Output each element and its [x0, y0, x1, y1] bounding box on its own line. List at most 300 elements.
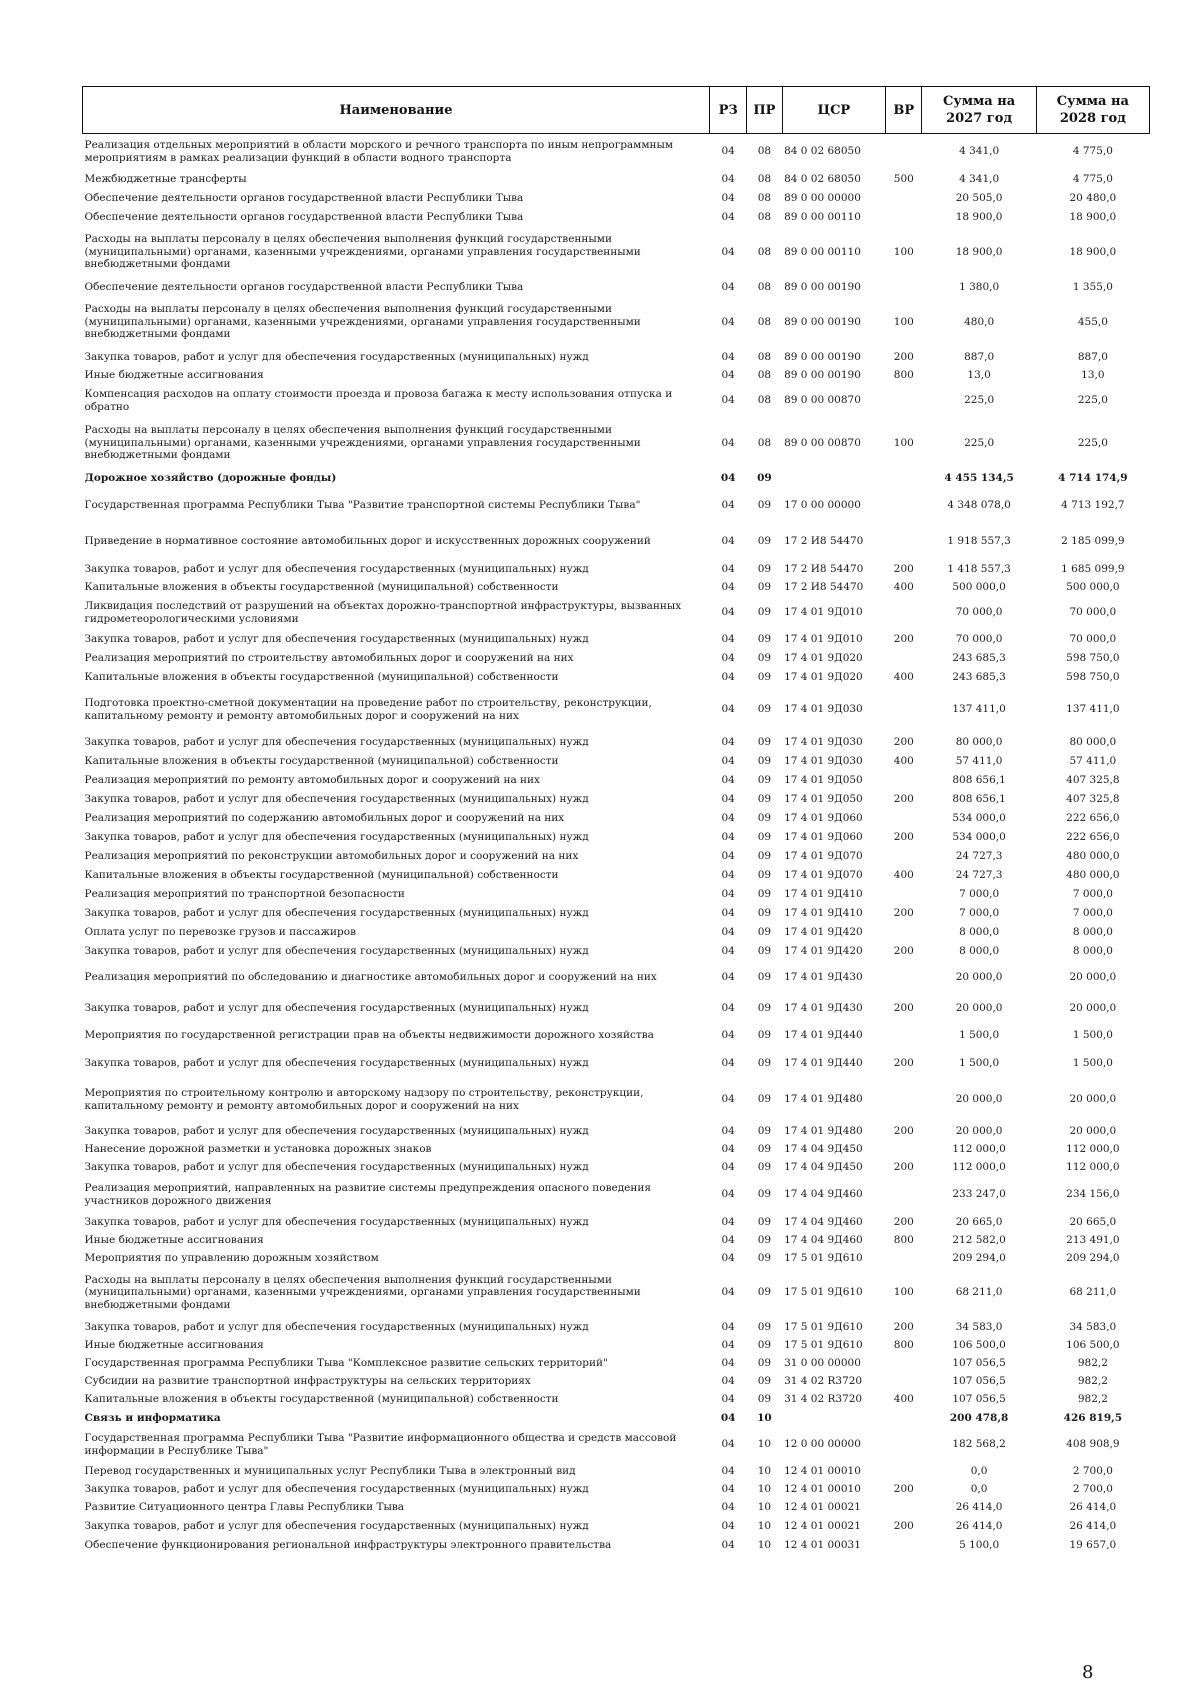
cell-vr: 800: [893, 1338, 914, 1351]
cell-pr: 08: [757, 191, 772, 204]
cell-pr: 08: [757, 350, 772, 363]
cell-csr: 17 4 01 9Д440: [784, 1057, 863, 1070]
cell-name: Капитальные вложения в объекты государственной (муниципальной) собственности: [84, 754, 559, 767]
table-row: [83, 790, 1150, 809]
cell-sum-2027: 20 000,0: [955, 1124, 1003, 1137]
cell-name: Ликвидация последствий от разрушений на объектах дорожно-транспортной инфраструктуры, вызванных гидрометеорологическими условиями: [84, 599, 682, 625]
cell-rz: 04: [721, 210, 735, 223]
cell-vr: [886, 1078, 922, 1122]
cell-pr: 08: [757, 245, 772, 258]
cell-vr: 400: [893, 754, 914, 767]
cell-sum-2027: 80 000,0: [955, 735, 1003, 748]
cell-sum-2028: 112 000,0: [1066, 1142, 1120, 1155]
table-row: [83, 1078, 1150, 1122]
cell-rz: 04: [721, 1215, 735, 1228]
cell-csr: 17 4 01 9Д010: [784, 632, 863, 645]
cell-name: Капитальные вложения в объекты государственной (муниципальной) собственности: [84, 868, 559, 881]
table-row: [83, 1517, 1150, 1536]
cell-name: Иные бюджетные ассигнования: [84, 1338, 264, 1351]
cell-sum-2028: 1 685 099,9: [1061, 562, 1125, 575]
cell-sum-2027: 7 000,0: [959, 887, 1000, 900]
cell-sum-2028: 1 355,0: [1072, 280, 1113, 293]
cell-csr: 17 4 04 9Д450: [784, 1160, 863, 1173]
cell-sum-2027: 233 247,0: [952, 1188, 1006, 1201]
cell-sum-2028: 20 000,0: [1069, 1124, 1117, 1137]
cell-vr: 200: [893, 944, 914, 957]
cell-csr: 17 4 01 9Д060: [784, 811, 863, 824]
cell-pr: 08: [757, 145, 772, 158]
cell-sum-2027: 4 341,0: [959, 145, 1000, 158]
cell-csr: 17 4 01 9Д410: [784, 906, 863, 919]
table-row: [83, 208, 1150, 227]
cell-pr: 08: [757, 280, 772, 293]
cell-sum-2027: 112 000,0: [952, 1160, 1006, 1173]
cell-name: Закупка товаров, работ и услуг для обеспечения государственных (муниципальных) нужд: [84, 1519, 589, 1532]
cell-vr: [886, 771, 922, 790]
cell-pr: 09: [757, 925, 772, 938]
cell-csr: 12 0 00 00000: [784, 1438, 861, 1451]
header-sum-2027: Сумма на 2027 год: [922, 87, 1036, 134]
cell-csr: 89 0 00 00000: [784, 191, 861, 204]
cell-sum-2027: 20 665,0: [955, 1215, 1003, 1228]
cell-sum-2027: 212 582,0: [952, 1233, 1006, 1246]
cell-pr: 09: [757, 868, 772, 881]
table-row: [83, 1318, 1150, 1337]
cell-sum-2028: 13,0: [1081, 368, 1105, 381]
cell-sum-2028: 2 185 099,9: [1061, 535, 1125, 548]
cell-name: Закупка товаров, работ и услуг для обеспечения государственных (муниципальных) нужд: [84, 350, 589, 363]
cell-name: Субсидии на развитие транспортной инфраструктуры на сельских территориях: [84, 1374, 531, 1387]
cell-csr: 17 4 01 9Д030: [784, 735, 863, 748]
cell-rz: 04: [721, 280, 735, 293]
table-row: [83, 668, 1150, 687]
header-name: Наименование: [83, 87, 710, 134]
cell-sum-2028: 4 713 192,7: [1061, 499, 1125, 512]
table-row: [83, 1268, 1150, 1318]
cell-vr: [886, 1462, 922, 1481]
cell-csr: 17 4 01 9Д430: [784, 971, 863, 984]
cell-sum-2028: 234 156,0: [1066, 1188, 1120, 1201]
cell-rz: 04: [721, 944, 735, 957]
cell-name: Обеспечение функционирования региональной инфраструктуры электронного правительства: [84, 1538, 612, 1551]
cell-vr: [886, 923, 922, 942]
cell-rz: 04: [721, 735, 735, 748]
cell-sum-2027: 24 727,3: [955, 868, 1003, 881]
cell-pr: 09: [757, 580, 772, 593]
cell-sum-2027: 0,0: [970, 1482, 988, 1495]
table-row: [83, 1122, 1150, 1141]
cell-vr: [886, 134, 922, 170]
cell-csr: 17 4 04 9Д460: [784, 1233, 863, 1246]
cell-pr: 09: [757, 1251, 772, 1264]
cell-name: Мероприятия по государственной регистрации прав на объекты недвижимости дорожного хозяйства: [84, 1029, 654, 1042]
cell-name: Реализация мероприятий по обследованию и диагностике автомобильных дорог и сооружений на них: [84, 971, 657, 984]
cell-sum-2027: 18 900,0: [955, 245, 1003, 258]
cell-sum-2027: 4 348 078,0: [947, 499, 1011, 512]
cell-csr: 17 4 01 9Д050: [784, 792, 863, 805]
cell-vr: [886, 1354, 922, 1373]
cell-vr: 100: [893, 436, 914, 449]
table-row: [83, 1390, 1150, 1409]
cell-rz: 04: [721, 1320, 735, 1333]
cell-csr: 17 4 01 9Д420: [784, 925, 863, 938]
table-row: [83, 904, 1150, 923]
table-row: [83, 1249, 1150, 1268]
cell-sum-2028: 407 325,8: [1066, 773, 1120, 786]
cell-sum-2027: 68 211,0: [955, 1286, 1003, 1299]
cell-rz: 04: [721, 1464, 735, 1477]
cell-sum-2028: 2 700,0: [1072, 1464, 1113, 1477]
cell-pr: 08: [757, 315, 772, 328]
cell-csr: 17 4 01 9Д420: [784, 944, 863, 957]
cell-rz: 04: [721, 1482, 735, 1495]
cell-vr: 200: [893, 350, 914, 363]
cell-csr: 89 0 00 00190: [784, 368, 861, 381]
cell-sum-2027: 1 500,0: [959, 1057, 1000, 1070]
cell-rz: 04: [721, 172, 735, 185]
cell-rz: 04: [721, 792, 735, 805]
cell-sum-2028: 222 656,0: [1066, 830, 1120, 843]
cell-pr: 09: [757, 1142, 772, 1155]
cell-vr: 200: [893, 735, 914, 748]
cell-rz: 04: [721, 849, 735, 862]
cell-pr: 09: [757, 830, 772, 843]
cell-vr: [886, 596, 922, 630]
cell-sum-2028: 225,0: [1077, 436, 1108, 449]
cell-name: Реализация мероприятий по содержанию автомобильных дорог и сооружений на них: [84, 811, 565, 824]
cell-vr: [886, 1177, 922, 1213]
cell-vr: 200: [893, 1482, 914, 1495]
cell-vr: [886, 1022, 922, 1050]
cell-name: Закупка товаров, работ и услуг для обеспечения государственных (муниципальных) нужд: [84, 632, 589, 645]
cell-rz: 04: [721, 245, 735, 258]
table-row: [83, 1373, 1150, 1390]
cell-pr: 09: [757, 754, 772, 767]
cell-pr: 10: [757, 1482, 772, 1495]
cell-name: Закупка товаров, работ и услуг для обеспечения государственных (муниципальных) нужд: [84, 1057, 589, 1070]
cell-sum-2027: 4 341,0: [959, 172, 1000, 185]
cell-csr: 12 4 01 00021: [784, 1500, 861, 1513]
cell-pr: 09: [757, 1029, 772, 1042]
cell-csr: 17 2 И8 54470: [784, 535, 864, 548]
cell-sum-2027: 182 568,2: [952, 1438, 1006, 1451]
cell-rz: 04: [721, 925, 735, 938]
cell-vr: [886, 885, 922, 904]
cell-vr: [886, 847, 922, 866]
cell-sum-2027: 24 727,3: [955, 849, 1003, 862]
cell-name: Приведение в нормативное состояние автомобильных дорог и искусственных дорожных сооружений: [84, 535, 651, 548]
cell-name: Закупка товаров, работ и услуг для обеспечения государственных (муниципальных) нужд: [84, 944, 589, 957]
cell-csr: 17 4 01 9Д480: [784, 1093, 863, 1106]
table-header-row: [83, 87, 1150, 134]
cell-rz: 04: [721, 394, 735, 407]
cell-pr: 09: [757, 562, 772, 575]
table-row: [83, 1481, 1150, 1498]
cell-sum-2028: 4 775,0: [1072, 145, 1113, 158]
cell-vr: 100: [893, 245, 914, 258]
cell-rz: 04: [721, 1500, 735, 1513]
cell-sum-2027: 70 000,0: [955, 632, 1003, 645]
table-row: [83, 649, 1150, 668]
cell-pr: 10: [757, 1500, 772, 1513]
table-row: [83, 942, 1150, 961]
cell-rz: 04: [720, 471, 736, 484]
cell-sum-2028: 598 750,0: [1066, 670, 1120, 683]
cell-name: Капитальные вложения в объекты государственной (муниципальной) собственности: [84, 1392, 559, 1405]
cell-sum-2027: 107 056,5: [952, 1356, 1006, 1369]
table-row: [83, 418, 1150, 469]
table-row: [83, 1462, 1150, 1481]
cell-rz: 04: [721, 145, 735, 158]
cell-sum-2028: 18 900,0: [1069, 245, 1117, 258]
table-row: [83, 1354, 1150, 1373]
cell-vr: 500: [893, 172, 914, 185]
cell-pr: 10: [757, 1411, 772, 1424]
cell-name: Оплата услуг по перевозке грузов и пассажиров: [84, 925, 356, 938]
cell-sum-2028: 1 500,0: [1072, 1029, 1113, 1042]
table-row: [83, 134, 1150, 170]
table-row: [83, 1213, 1150, 1232]
cell-sum-2027: 112 000,0: [952, 1142, 1006, 1155]
table-row: [83, 524, 1150, 560]
cell-rz: 04: [721, 1286, 735, 1299]
table-row: [83, 1337, 1150, 1354]
cell-sum-2028: 4 775,0: [1072, 172, 1113, 185]
cell-rz: 04: [721, 1392, 735, 1405]
cell-csr: 17 4 04 9Д460: [784, 1188, 863, 1201]
cell-vr: [886, 1249, 922, 1268]
cell-pr: 09: [757, 887, 772, 900]
cell-pr: 09: [757, 651, 772, 664]
cell-pr: 09: [757, 632, 772, 645]
table-row: [83, 961, 1150, 995]
cell-csr: [782, 469, 886, 488]
cell-name: Компенсация расходов на оплату стоимости проезда и провоза багажа к месту использования отпуска и обратно: [84, 387, 673, 413]
cell-name: Закупка товаров, работ и услуг для обеспечения государственных (муниципальных) нужд: [84, 906, 589, 919]
cell-name: Реализация отдельных мероприятий в области морского и речного транспорта по иным непрограммным мероприятиям в рамках реализации функций в области водного транспорта: [84, 139, 674, 164]
cell-vr: [886, 1373, 922, 1390]
cell-sum-2028: 480 000,0: [1066, 868, 1120, 881]
cell-sum-2028: 4 714 174,9: [1058, 471, 1128, 484]
cell-sum-2028: 213 491,0: [1066, 1233, 1120, 1246]
cell-csr: 17 5 01 9Д610: [784, 1338, 863, 1351]
cell-pr: 09: [757, 1093, 772, 1106]
cell-csr: 31 0 00 00000: [784, 1356, 861, 1369]
table-row: [83, 469, 1150, 488]
cell-pr: 09: [757, 773, 772, 786]
cell-name: Расходы на выплаты персоналу в целях обеспечения выполнения функций государственными (муниципальными) органами, казенными учреждениями, органами управления государственными внебюджетными фондами: [84, 424, 641, 462]
cell-vr: [886, 469, 922, 488]
cell-name: Обеспечение деятельности органов государственной власти Республики Тыва: [84, 280, 524, 293]
cell-vr: 200: [893, 792, 914, 805]
cell-vr: [886, 1498, 922, 1517]
cell-sum-2027: 8 000,0: [959, 944, 1000, 957]
table-row: [83, 752, 1150, 771]
cell-sum-2027: 225,0: [964, 436, 995, 449]
cell-vr: [886, 1141, 922, 1158]
cell-rz: 04: [721, 1188, 735, 1201]
table-row: [83, 348, 1150, 367]
cell-pr: 08: [757, 210, 772, 223]
cell-name: Перевод государственных и муниципальных услуг Республики Тыва в электронный вид: [84, 1464, 576, 1477]
cell-csr: 12 4 01 00021: [784, 1519, 861, 1532]
cell-name: Нанесение дорожной разметки и установка дорожных знаков: [84, 1142, 432, 1155]
cell-name: Закупка товаров, работ и услуг для обеспечения государственных (муниципальных) нужд: [84, 1001, 589, 1014]
cell-name: Иные бюджетные ассигнования: [84, 368, 264, 381]
cell-pr: 09: [757, 1215, 772, 1228]
cell-rz: 04: [721, 1233, 735, 1246]
table-row: [83, 733, 1150, 752]
cell-sum-2028: 70 000,0: [1069, 606, 1117, 619]
cell-rz: 04: [721, 606, 735, 619]
cell-csr: 17 4 01 9Д020: [784, 670, 863, 683]
header-pr: ПР: [747, 87, 782, 134]
cell-pr: 08: [757, 394, 772, 407]
cell-csr: 17 2 И8 54470: [784, 562, 864, 575]
cell-sum-2027: 534 000,0: [952, 811, 1006, 824]
cell-sum-2028: 209 294,0: [1066, 1251, 1120, 1264]
cell-name: Мероприятия по строительному контролю и авторскому надзору по строительству, реконструкции, капитальному ремонту и ремонту автомобильных дорог и сооружений на них: [84, 1086, 644, 1112]
cell-sum-2028: 112 000,0: [1066, 1160, 1120, 1173]
cell-sum-2028: 106 500,0: [1066, 1338, 1120, 1351]
cell-name: Закупка товаров, работ и услуг для обеспечения государственных (муниципальных) нужд: [84, 1320, 589, 1333]
cell-vr: [886, 1409, 922, 1428]
table-row: [83, 367, 1150, 384]
cell-rz: 04: [721, 368, 735, 381]
cell-csr: 17 4 01 9Д030: [784, 703, 863, 716]
cell-sum-2028: 2 700,0: [1072, 1482, 1113, 1495]
cell-csr: 84 0 02 68050: [784, 145, 861, 158]
cell-name: Мероприятия по управлению дорожным хозяйством: [84, 1251, 379, 1264]
cell-csr: 17 4 01 9Д480: [784, 1124, 863, 1137]
cell-sum-2028: 887,0: [1077, 350, 1108, 363]
table-row: [83, 1177, 1150, 1213]
cell-name: Иные бюджетные ассигнования: [84, 1233, 264, 1246]
cell-pr: 09: [757, 1338, 772, 1351]
cell-sum-2028: 407 325,8: [1066, 792, 1120, 805]
cell-rz: 04: [721, 1124, 735, 1137]
cell-csr: [782, 1409, 886, 1428]
cell-sum-2027: 500 000,0: [952, 580, 1006, 593]
cell-rz: 04: [721, 971, 735, 984]
cell-sum-2027: 107 056,5: [952, 1392, 1006, 1405]
cell-vr: [886, 687, 922, 733]
cell-rz: 04: [721, 1356, 735, 1369]
cell-vr: 200: [893, 906, 914, 919]
table-row: [83, 1232, 1150, 1249]
table-row: [83, 1428, 1150, 1462]
table-row: [83, 297, 1150, 348]
cell-name: Закупка товаров, работ и услуг для обеспечения государственных (муниципальных) нужд: [84, 1215, 589, 1228]
cell-rz: 04: [721, 1001, 735, 1014]
cell-rz: 04: [721, 580, 735, 593]
cell-sum-2028: 982,2: [1077, 1392, 1108, 1405]
cell-sum-2028: 20 480,0: [1069, 191, 1117, 204]
cell-pr: 09: [757, 1374, 772, 1387]
cell-rz: 04: [721, 1251, 735, 1264]
table-row: [83, 809, 1150, 828]
cell-csr: 89 0 00 00110: [784, 210, 861, 223]
cell-csr: 17 4 01 9Д410: [784, 887, 863, 900]
cell-pr: 09: [757, 792, 772, 805]
cell-csr: 17 0 00 00000: [784, 499, 861, 512]
cell-vr: 200: [893, 830, 914, 843]
cell-sum-2027: 225,0: [964, 394, 995, 407]
cell-name: Дорожное хозяйство (дорожные фонды): [84, 471, 337, 484]
cell-name: Государственная программа Республики Тыва "Развитие информационного общества и средств массовой информации в Республике Тыва": [84, 1431, 677, 1457]
table-row: [83, 278, 1150, 297]
cell-csr: 17 4 01 9Д020: [784, 651, 863, 664]
cell-vr: [886, 488, 922, 524]
cell-sum-2027: 808 656,1: [952, 773, 1006, 786]
cell-pr: 09: [757, 906, 772, 919]
cell-rz: 04: [721, 191, 735, 204]
cell-vr: 400: [893, 868, 914, 881]
cell-name: Межбюджетные трансферты: [84, 172, 247, 185]
table-row: [83, 866, 1150, 885]
cell-rz: 04: [721, 1142, 735, 1155]
cell-vr: [886, 208, 922, 227]
cell-pr: 10: [757, 1538, 772, 1551]
cell-sum-2027: 1 918 557,3: [947, 535, 1011, 548]
cell-sum-2027: 7 000,0: [959, 906, 1000, 919]
cell-name: Развитие Ситуационного центра Главы Республики Тыва: [84, 1500, 404, 1513]
header-vr: ВР: [886, 87, 922, 134]
cell-pr: 09: [757, 1001, 772, 1014]
cell-sum-2027: 0,0: [970, 1464, 988, 1477]
table-row: [83, 1536, 1150, 1555]
cell-rz: 04: [721, 499, 735, 512]
cell-name: Реализация мероприятий, направленных на развитие системы предупреждения опасного поведения участников дорожного движения: [84, 1181, 652, 1207]
cell-pr: 08: [757, 368, 772, 381]
cell-csr: 17 4 01 9Д010: [784, 606, 863, 619]
cell-rz: 04: [721, 436, 735, 449]
cell-name: Обеспечение деятельности органов государственной власти Республики Тыва: [84, 191, 524, 204]
table-row: [83, 189, 1150, 208]
cell-rz: 04: [721, 773, 735, 786]
cell-csr: 17 4 01 9Д050: [784, 773, 863, 786]
cell-pr: 09: [757, 735, 772, 748]
cell-vr: 200: [893, 1320, 914, 1333]
cell-vr: [886, 961, 922, 995]
cell-sum-2028: 26 414,0: [1069, 1519, 1117, 1532]
cell-rz: 04: [721, 754, 735, 767]
cell-csr: 12 4 01 00010: [784, 1464, 861, 1477]
cell-sum-2028: 982,2: [1077, 1356, 1108, 1369]
cell-name: Расходы на выплаты персоналу в целях обеспечения выполнения функций государственными (муниципальными) органами, казенными учреждениями, органами управления государственными внебюджетными фондами: [84, 233, 641, 271]
table-row: [83, 579, 1150, 596]
cell-rz: 04: [721, 562, 735, 575]
cell-pr: 09: [757, 703, 772, 716]
cell-sum-2028: 7 000,0: [1072, 887, 1113, 900]
cell-rz: 04: [721, 887, 735, 900]
cell-vr: 100: [893, 1286, 914, 1299]
cell-sum-2028: 68 211,0: [1069, 1286, 1117, 1299]
cell-sum-2027: 70 000,0: [955, 606, 1003, 619]
cell-rz: 04: [721, 1160, 735, 1173]
table-row: [83, 847, 1150, 866]
cell-vr: 400: [893, 1392, 914, 1405]
cell-sum-2027: 243 685,3: [952, 670, 1006, 683]
cell-rz: 04: [721, 830, 735, 843]
cell-pr: 09: [757, 1392, 772, 1405]
cell-name: Капитальные вложения в объекты государственной (муниципальной) собственности: [84, 670, 559, 683]
cell-sum-2027: 808 656,1: [952, 792, 1006, 805]
cell-sum-2028: 137 411,0: [1066, 703, 1120, 716]
table-row: [83, 1158, 1150, 1177]
cell-name: Закупка товаров, работ и услуг для обеспечения государственных (муниципальных) нужд: [84, 735, 589, 748]
cell-csr: 17 5 01 9Д610: [784, 1320, 863, 1333]
